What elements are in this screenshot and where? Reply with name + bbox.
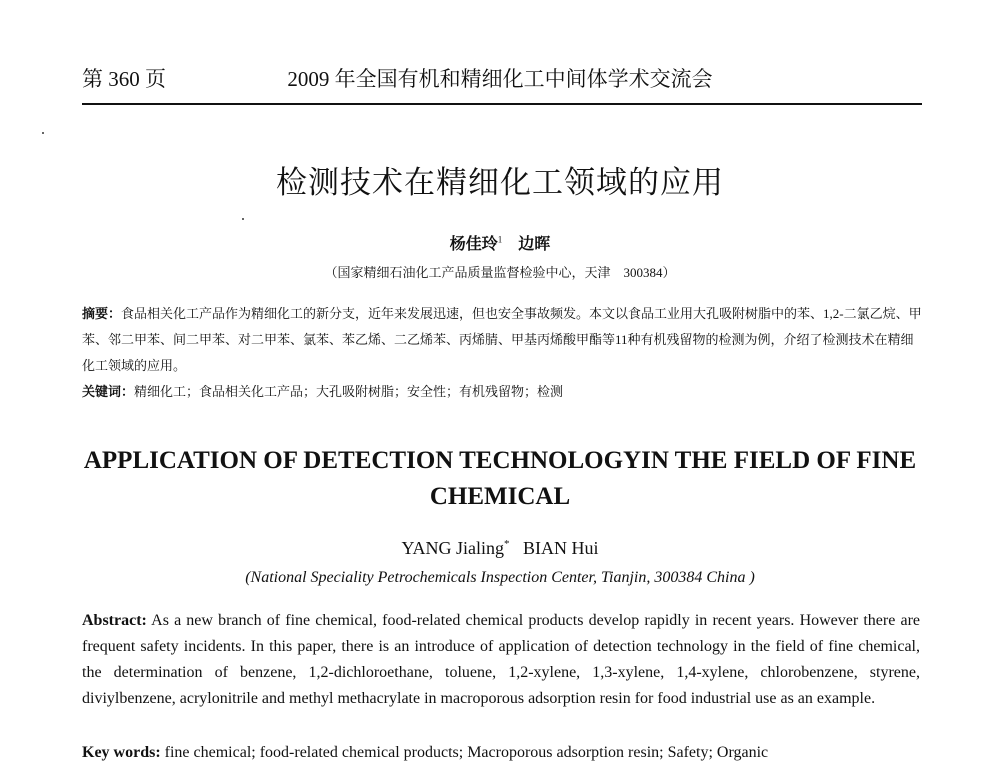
cn-abstract bbox=[82, 301, 922, 379]
cn-author-2: 边晖 bbox=[518, 236, 551, 253]
en-abstract bbox=[82, 608, 920, 712]
en-affiliation: (National Speciality Petrochemicals Inspection Center, Tianjin, 300384 China ) bbox=[245, 569, 755, 586]
cn-abstract-label: 摘要： bbox=[82, 306, 122, 321]
en-keywords-text: fine chemical; food-related chemical products; Macroporous adsorption resin; Safety; Organic bbox=[164, 744, 769, 761]
cn-title: 检测技术在精细化工领域的应用 bbox=[276, 165, 724, 201]
cn-keywords bbox=[82, 379, 922, 405]
en-title: APPLICATION OF DETECTION TECHNOLOGYIN THE FIELD OF FINE CHEMICAL bbox=[83, 447, 917, 510]
cn-author-1-mark: 1 bbox=[497, 234, 503, 245]
en-author-1: YANG Jialing bbox=[401, 538, 504, 558]
scan-speck bbox=[242, 218, 244, 220]
cn-keywords-label: 关键词： bbox=[82, 384, 135, 399]
running-header: 2009 年全国有机和精细化工中间体学术交流会 bbox=[287, 67, 713, 91]
en-keywords bbox=[82, 740, 920, 766]
page-number: 第 360 页 bbox=[82, 67, 166, 91]
cn-abstract-block bbox=[82, 301, 922, 405]
cn-abstract-text: 食品相关化工产品作为精细化工的新分支，近年来发展迅速，但也安全事故频发。本文以食品工业用大孔吸附树脂中的苯、1,2-二氯乙烷、甲苯、邻二甲苯、间二甲苯、对二甲苯、氯苯、苯乙烯、二乙烯苯、丙烯腈、甲基丙烯酸甲酯等11种有机残留物的检测为例，介绍了检测技术在精细化工领域的应用。 bbox=[82, 306, 922, 373]
en-authors bbox=[0, 538, 1000, 559]
en-author-2: BIAN Hui bbox=[523, 538, 599, 558]
en-abstract-text: As a new branch of fine chemical, food-related chemical products develop rapidly in recent years. However there are frequent safety incidents. In this paper, there is an introduce of application of detection technology in the field of fine chemical, the determination of benzene, 1,2-dichloroethane, toluene, 1,2-xylene, 1,3-xylene, 1,4-xylene, chlorobenzene, styrene, diviylbenzene, acrylonitrile and methyl methacrylate in macroporous adsorption resin for food industrial use as an example. bbox=[82, 612, 920, 707]
cn-affiliation: （国家精细石油化工产品质量监督检验中心，天津 300384） bbox=[324, 265, 676, 280]
cn-keywords-text: 精细化工；食品相关化工产品；大孔吸附树脂；安全性；有机残留物；检测 bbox=[134, 384, 564, 399]
en-author-1-mark: * bbox=[504, 538, 510, 550]
scan-speck bbox=[42, 132, 44, 134]
cn-authors bbox=[0, 231, 1000, 254]
cn-author-1: 杨佳玲 bbox=[449, 236, 498, 253]
en-abstract-label: Abstract: bbox=[82, 612, 147, 629]
header-rule bbox=[82, 103, 922, 105]
en-keywords-label: Key words: bbox=[82, 744, 161, 761]
